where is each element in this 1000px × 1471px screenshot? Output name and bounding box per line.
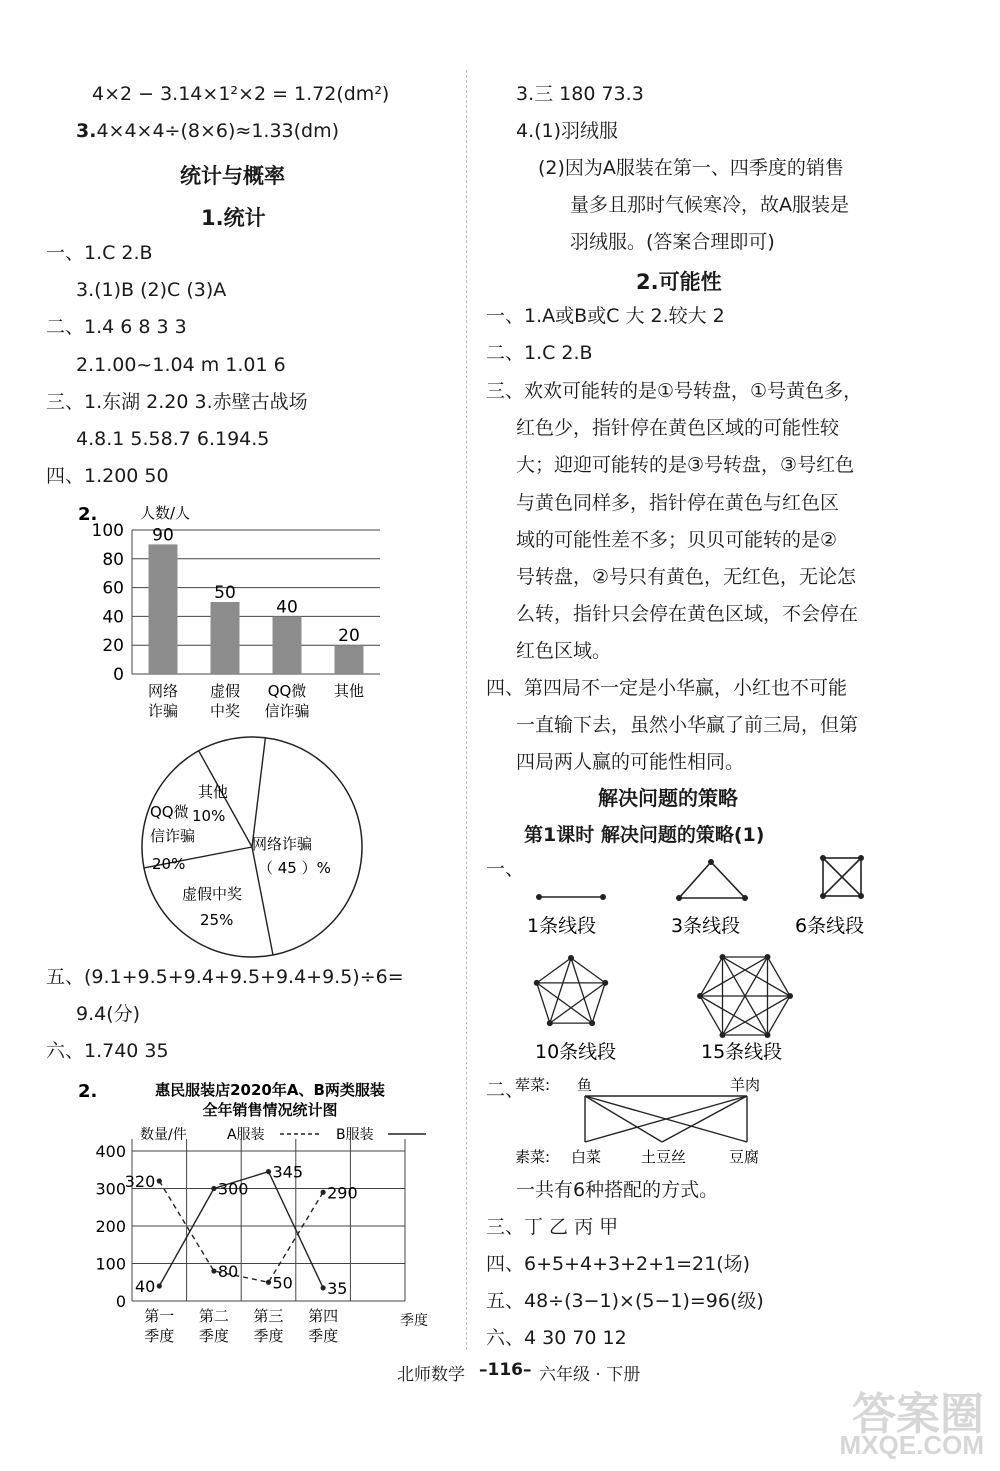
strategy-part-4: 四、6+5+4+3+2+1=21(场) — [486, 1253, 751, 1275]
segment — [537, 983, 550, 1023]
subsection-title-statistics: 1.统计 — [201, 206, 266, 230]
answer-4-2-line-3: 羽绒服。(答案合理即可) — [570, 231, 775, 253]
answer-part-6: 六、1.740 35 — [46, 1040, 169, 1062]
pie-pct-fake-prize: 25% — [200, 911, 234, 929]
poss-answer-4-line-1: 四、第四局不一定是小华赢，小红也不可能 — [486, 677, 848, 699]
series-point-label: 300 — [217, 1179, 249, 1199]
poss-answer-3-line-2: 红色少，指针停在黄色区域的可能性较 — [516, 417, 840, 439]
bar-chart-q-label: 2. — [78, 504, 98, 525]
line-chart-title-2: 全年销售情况统计图 — [202, 1101, 338, 1119]
pie-pct-other: 10% — [192, 807, 226, 825]
line-ytick-label: 100 — [95, 1254, 126, 1274]
series-point — [211, 1268, 216, 1273]
bar-value-label: 50 — [214, 583, 236, 603]
bar-ytick-label: 60 — [102, 578, 124, 599]
line-category-label: 第四 — [308, 1307, 339, 1325]
vertex — [787, 993, 793, 999]
vertex — [720, 1032, 726, 1038]
section-title-strategy: 解决问题的策略 — [598, 786, 738, 810]
diagram-4-points — [820, 855, 864, 899]
clothing-sales-line-chart — [70, 1075, 455, 1355]
series-point-label: 80 — [217, 1262, 239, 1281]
strategy-part-3: 三、丁 乙 丙 甲 — [486, 1216, 619, 1238]
veg-cabbage: 白菜 — [571, 1148, 602, 1166]
bar-value-label: 90 — [152, 525, 174, 546]
poss-answer-4-line-3: 四局两人赢的可能性相同。 — [516, 751, 745, 773]
series-point-label: 290 — [327, 1183, 358, 1203]
line-ytick-label: 400 — [95, 1142, 126, 1161]
bar-category-label: 中奖 — [209, 702, 241, 720]
line-chart-ylabel: 数量/件 — [140, 1127, 187, 1143]
series-point-label: 345 — [272, 1162, 304, 1182]
footer-subject: 北师数学 — [397, 1365, 465, 1385]
bar-value-label: 20 — [338, 626, 360, 647]
segment — [592, 983, 605, 1023]
line-chart-title-1: 惠民服装店2020年A、B两类服装 — [155, 1081, 385, 1099]
bar-category-label: 虚假 — [209, 682, 241, 700]
bar-1 — [211, 602, 240, 674]
segment — [550, 983, 605, 1023]
line-category-label: 第二 — [198, 1307, 229, 1325]
pairing-answer: 一共有6种搭配的方式。 — [516, 1179, 719, 1201]
bar-category-label: 网络 — [147, 682, 179, 700]
segment — [571, 958, 592, 1023]
line-category-label: 第三 — [253, 1307, 284, 1325]
pie-label-online-fraud: 网络诈骗 — [252, 835, 313, 853]
line-category-label: 季度 — [144, 1327, 175, 1345]
meat-lamb: 羊肉 — [730, 1076, 761, 1094]
answer-3-third-quarter: 3.三 180 73.3 — [516, 83, 644, 105]
bar-category-label: 信诈骗 — [264, 702, 310, 720]
formula-line-1: 4×2 − 3.14×1²×2 = 1.72(dm²) — [92, 83, 390, 105]
poss-answer-4-line-2: 一直输下去，虽然小华赢了前三局，但第 — [516, 714, 859, 736]
line-chart-legend-a: A服装 — [227, 1127, 265, 1143]
line-category-label: 第一 — [144, 1307, 175, 1325]
series-point — [266, 1280, 271, 1285]
vertex — [589, 1020, 595, 1026]
fraud-pie-chart — [140, 735, 365, 960]
pie-label-fake-prize: 虚假中奖 — [182, 885, 243, 903]
bar-ytick-label: 80 — [102, 549, 124, 570]
series-point — [321, 1285, 326, 1290]
line-category-label: 季度 — [253, 1327, 284, 1345]
pie-slice-boundary — [252, 738, 265, 847]
vertex — [534, 980, 540, 986]
strategy-part-5: 五、48÷(3−1)×(5−1)=96(级) — [486, 1290, 764, 1312]
strategy-part-1-label: 一、 — [486, 858, 525, 880]
veg-tofu: 豆腐 — [729, 1148, 760, 1166]
column-divider — [466, 70, 467, 1350]
vertex — [547, 1020, 553, 1026]
formula-line-2 — [76, 122, 339, 141]
line-ytick-label: 200 — [95, 1217, 126, 1236]
page-number: –116– — [479, 1360, 532, 1380]
answer-part-5: 五、(9.1+9.5+9.4+9.5+9.4+9.5)÷6= — [46, 966, 404, 988]
segment-diagrams — [525, 850, 905, 1080]
segment — [571, 958, 605, 983]
bar-chart-ylabel: 人数/人 — [140, 504, 191, 522]
section-title-stats-probability: 统计与概率 — [180, 164, 285, 188]
vertex — [720, 954, 726, 960]
answer-part-5-result: 9.4(分) — [76, 1003, 141, 1025]
poss-answer-3-line-4: 与黄色同样多，指针停在黄色与红色区 — [516, 492, 840, 514]
bar-2 — [273, 616, 302, 674]
line-ytick-label: 0 — [115, 1292, 126, 1311]
bar-chart-bars — [148, 525, 364, 720]
series-point — [211, 1186, 216, 1191]
pie-pct-qq-wechat: 20% — [152, 855, 186, 873]
answer-part-1-3: 3.(1)B (2)C (3)A — [76, 279, 227, 301]
answer-part-4: 四、1.200 50 — [46, 465, 169, 487]
bar-category-label: 其他 — [333, 682, 365, 700]
answer-part-1: 一、1.C 2.B — [46, 242, 153, 264]
diagram-5-points — [534, 955, 608, 1026]
pie-pct-online-fraud: （ 45 ）% — [258, 859, 331, 877]
diagram-2-points — [536, 894, 606, 900]
bar-category-label: QQ微 — [267, 682, 307, 700]
segment — [550, 958, 571, 1023]
caption-3-segments: 3条线段 — [671, 915, 741, 937]
caption-15-segments: 15条线段 — [701, 1041, 783, 1063]
pie-label-other: 其他 — [198, 783, 229, 801]
caption-10-segments: 10条线段 — [535, 1041, 617, 1063]
pie-label-qq-wechat-line2: 信诈骗 — [150, 827, 196, 845]
answer-4-2-line-2: 量多且那时气候寒冷，故A服装是 — [570, 194, 849, 216]
poss-answer-3-line-3: 大；迎迎可能转的是③号转盘，③号红色 — [516, 454, 855, 476]
diagram-6-points — [697, 954, 793, 1038]
line-chart-xlabel: 季度 — [400, 1313, 428, 1329]
line-category-label: 季度 — [198, 1327, 229, 1345]
caption-6-segments: 6条线段 — [795, 915, 865, 937]
line-ytick-label: 300 — [95, 1179, 126, 1199]
vertex — [765, 954, 771, 960]
bar-ytick-label: 40 — [102, 607, 124, 628]
fraud-bar-chart — [70, 498, 400, 733]
series-point-label: 320 — [124, 1172, 156, 1191]
answer-part-3-4: 4.8.1 5.58.7 6.194.5 — [76, 428, 270, 450]
bar-ytick-label: 0 — [113, 665, 124, 685]
watermark-url: MXQE.COM — [839, 1430, 984, 1460]
poss-answer-1: 一、1.A或B或C 大 2.较大 2 — [486, 305, 725, 327]
segment — [537, 983, 592, 1023]
answer-part-3: 三、1.东湖 2.20 3.赤壁古战场 — [46, 391, 308, 413]
series-point-label: 50 — [272, 1273, 293, 1293]
bar-category-label: 诈骗 — [147, 702, 179, 720]
pairing-lines — [585, 1096, 747, 1142]
line-chart-legend-b: B服装 — [336, 1127, 374, 1143]
poss-answer-3-line-8: 红色区域。 — [516, 640, 612, 662]
line-category-label: 季度 — [308, 1327, 339, 1345]
poss-answer-3-line-6: 号转盘，②号只有黄色，无红色，无论怎 — [516, 566, 857, 588]
vertex — [697, 993, 703, 999]
watermark-logo: 答案圈 — [852, 1390, 984, 1439]
vertex — [765, 1032, 771, 1038]
strategy-part-2-label: 二、 — [486, 1079, 525, 1101]
dish-pairing-diagram — [515, 1070, 815, 1170]
answer-4-2-line-1: (2)因为A服装在第一、四季度的销售 — [538, 157, 844, 179]
diagram-3-points — [676, 859, 748, 901]
series-point-label: 40 — [134, 1277, 156, 1296]
bar-ytick-label: 20 — [102, 636, 124, 657]
series-point-label: 35 — [327, 1278, 348, 1298]
poss-answer-3-line-1: 三、欢欢可能转的是①号转盘，①号黄色多， — [486, 380, 863, 402]
bar-3 — [335, 645, 364, 674]
poss-answer-3-line-5: 域的可能性差不多；贝贝可能转的是② — [516, 529, 838, 551]
series-point — [266, 1169, 271, 1174]
pie-label-qq-wechat-line1: QQ微 — [150, 803, 189, 821]
answer-part-2: 二、1.4 6 8 3 3 — [46, 316, 187, 338]
series-point — [157, 1178, 162, 1183]
vertex — [568, 955, 574, 961]
bar-0 — [149, 544, 178, 674]
strategy-part-6: 六、4 30 70 12 — [486, 1327, 627, 1349]
series-point — [157, 1283, 162, 1288]
veg-potato: 土豆丝 — [641, 1148, 687, 1166]
segment — [537, 958, 571, 983]
answer-part-2-2: 2.1.00~1.04 m 1.01 6 — [76, 354, 286, 376]
bar-ytick-label: 100 — [91, 521, 124, 541]
subsection-title-possibility: 2.可能性 — [636, 270, 722, 294]
line-chart-q-label: 2. — [78, 1081, 98, 1102]
bar-value-label: 40 — [276, 597, 298, 618]
poss-answer-3-line-7: 么转，指针只会停在黄色区域，不会停在 — [516, 603, 859, 625]
formula-line-2-num: 3. — [76, 120, 97, 142]
poss-answer-2: 二、1.C 2.B — [486, 342, 593, 364]
caption-1-segment: 1条线段 — [527, 915, 597, 937]
footer-grade: 六年级 · 下册 — [539, 1365, 641, 1385]
answer-4-1: 4.(1)羽绒服 — [516, 120, 619, 142]
meat-label: 荤菜: — [515, 1076, 551, 1094]
series-point — [321, 1190, 326, 1195]
veg-label: 素菜: — [515, 1148, 551, 1166]
vertex — [602, 980, 608, 986]
meat-fish: 鱼 — [577, 1076, 593, 1094]
lesson-title: 第1课时 解决问题的策略(1) — [524, 824, 765, 846]
formula-line-2-body: 4×4×4÷(8×6)≈1.33(dm) — [96, 120, 340, 142]
